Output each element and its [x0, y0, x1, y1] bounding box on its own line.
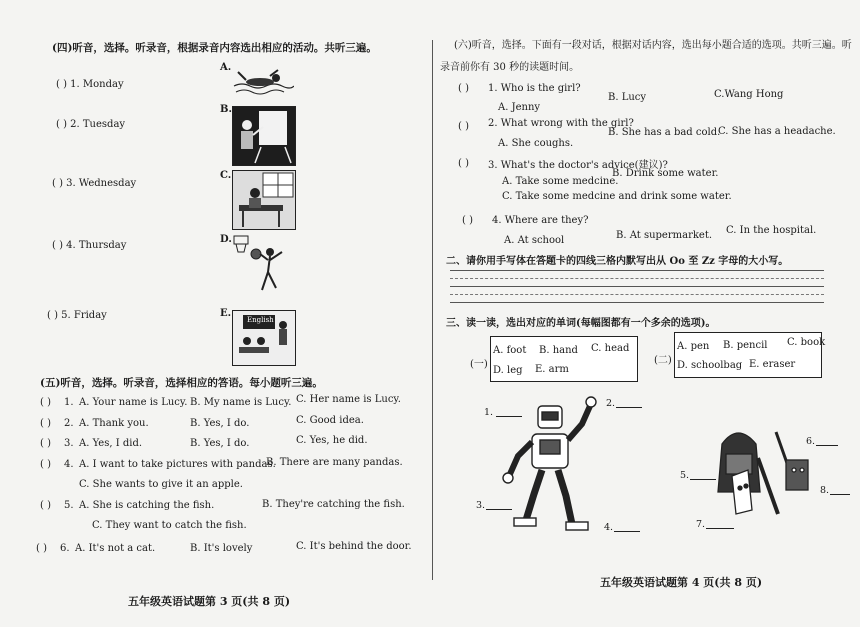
robot-number-3: 3.: [476, 500, 486, 511]
word-option: A. pen: [677, 341, 710, 352]
answer-blank[interactable]: [614, 531, 640, 532]
answer-paren[interactable]: ( ): [458, 83, 469, 94]
robot-number-4: 4.: [604, 522, 614, 533]
question-4: 4. Where are they?: [492, 215, 589, 226]
answer-paren[interactable]: ( ): [47, 310, 58, 321]
answer-blank[interactable]: [496, 416, 522, 417]
basketball-picture: [232, 234, 294, 294]
s4-item-5: [47, 310, 107, 321]
answer-paren[interactable]: ( ): [462, 215, 473, 226]
day-label: 3. Wednesday: [66, 178, 137, 189]
q4-option-b: B. At supermarket.: [616, 230, 713, 241]
answer-paren[interactable]: ( ): [458, 121, 469, 132]
word-option: D. schoolbag: [677, 360, 743, 371]
pic-e-label: E.: [220, 308, 232, 319]
box1-label: (一): [470, 359, 488, 370]
word-option: C. head: [591, 343, 630, 354]
item-number: 4.: [64, 459, 74, 470]
word-option: B. pencil: [723, 340, 768, 351]
question-1: 1. Who is the girl?: [488, 83, 581, 94]
word-box-1: [490, 336, 638, 382]
answer-paren[interactable]: ( ): [40, 397, 51, 408]
answer-paren[interactable]: ( ): [36, 543, 47, 554]
q2-option-c: C. She has a headache.: [718, 126, 836, 137]
section6-title-line2: 录音前你有 30 秒的读题时间。: [440, 62, 580, 73]
option-c: C. It's behind the door.: [296, 541, 412, 552]
q1-option-c: C.Wang Hong: [714, 89, 784, 100]
writing-line: [450, 302, 824, 303]
q2-option-b: B. She has a bad cold.: [608, 127, 721, 138]
part2-title: 二、请你用手写体在答题卡的四线三格内默写出从 Oo 至 Zz 字母的大小写。: [446, 256, 789, 267]
item-number: 2.: [64, 418, 74, 429]
robot-illustration: [496, 390, 606, 540]
s4-item-2: [56, 119, 125, 130]
section5-title: (五)听音，选择。听录音，选择相应的答语。每小题听三遍。: [40, 377, 323, 389]
q1-option-b: B. Lucy: [608, 92, 647, 103]
writing-line: [450, 294, 824, 295]
q4-option-c: C. In the hospital.: [726, 225, 817, 236]
word-option: E. eraser: [749, 359, 796, 370]
page-footer: 五年级英语试题第 3 页(共 8 页): [128, 595, 291, 608]
s4-item-1: [56, 79, 124, 90]
day-label: 4. Thursday: [66, 240, 127, 251]
page-divider: [432, 40, 433, 580]
option-c: C. She wants to give it an apple.: [79, 479, 243, 490]
q2-option-a: A. She coughs.: [498, 138, 574, 149]
option-c: C. Yes, he did.: [296, 435, 368, 446]
word-option: B. hand: [539, 345, 578, 356]
option-a: A. It's not a cat.: [75, 543, 156, 554]
answer-paren[interactable]: ( ): [52, 240, 63, 251]
writing-line: [450, 278, 824, 279]
question-3: 3. What's the doctor's advice(建议)?: [488, 160, 668, 171]
item-number: 5.: [64, 500, 74, 511]
section6-title: [454, 36, 852, 51]
school-supplies-illustration: [702, 418, 814, 528]
answer-paren[interactable]: ( ): [52, 178, 63, 189]
day-label: 1. Monday: [70, 79, 124, 90]
option-c: C. Good idea.: [296, 415, 364, 426]
box2-label: (二): [654, 355, 672, 366]
option-a: A. I want to take pictures with pandas.: [79, 459, 276, 470]
item-number: 6.: [60, 543, 70, 554]
q4-option-a: A. At school: [504, 235, 565, 246]
school-number-8: 8.: [820, 485, 830, 496]
answer-paren[interactable]: ( ): [40, 438, 51, 449]
school-number-7: 7.: [696, 519, 706, 530]
blackboard-text: English: [247, 316, 274, 324]
answer-blank[interactable]: [816, 445, 838, 446]
option-b: B. They're catching the fish.: [262, 499, 405, 510]
answer-blank[interactable]: [830, 494, 850, 495]
q3-option-a: A. Take some medcine.: [502, 176, 619, 187]
option-a: A. Thank you.: [79, 418, 149, 429]
answer-paren[interactable]: ( ): [56, 79, 67, 90]
word-option: C. book: [787, 337, 826, 348]
school-number-5: 5.: [680, 470, 690, 481]
pic-b-label: B.: [220, 104, 232, 115]
robot-number-2: 2.: [606, 398, 616, 409]
option-b: B. It's lovely: [190, 543, 253, 554]
section4-title: (四)听音，选择。听录音，根据录音内容选出相应的活动。共听三遍。: [52, 42, 377, 54]
answer-blank[interactable]: [706, 528, 734, 529]
answer-blank[interactable]: [616, 407, 642, 408]
item-number: 3.: [64, 438, 74, 449]
part3-title: 三、读一读，选出对应的单词(每幅图都有一个多余的选项)。: [446, 318, 716, 329]
option-b: B. My name is Lucy.: [190, 397, 292, 408]
day-label: 5. Friday: [61, 310, 107, 321]
writing-line: [450, 270, 824, 271]
swimming-picture: [232, 66, 294, 100]
option-c: C. They want to catch the fish.: [92, 520, 247, 531]
option-a: A. She is catching the fish.: [79, 500, 215, 511]
painting-picture: [232, 106, 296, 166]
robot-number-1: 1.: [484, 407, 494, 418]
english-class-picture: [232, 310, 296, 366]
answer-paren[interactable]: ( ): [40, 459, 51, 470]
answer-paren[interactable]: ( ): [458, 158, 469, 169]
studying-picture: [232, 170, 296, 230]
pic-d-label: D.: [220, 234, 232, 245]
right-page: [436, 0, 860, 627]
page-footer: 五年级英语试题第 4 页(共 8 页): [600, 576, 763, 589]
option-b: B. Yes, I do.: [190, 438, 250, 449]
option-b: B. There are many pandas.: [266, 457, 403, 468]
school-number-6: 6.: [806, 436, 816, 447]
option-a: A. Yes, I did.: [79, 438, 143, 449]
answer-blank[interactable]: [690, 479, 716, 480]
answer-paren[interactable]: ( ): [40, 500, 51, 511]
q3-option-c: C. Take some medcine and drink some water.: [502, 191, 732, 202]
answer-paren[interactable]: ( ): [40, 418, 51, 429]
q1-option-a: A. Jenny: [498, 102, 541, 113]
word-option: E. arm: [535, 364, 569, 375]
word-box-2: [674, 332, 826, 378]
pic-a-label: A.: [220, 62, 232, 73]
day-label: 2. Tuesday: [70, 119, 126, 130]
option-b: B. Yes, I do.: [190, 418, 250, 429]
s4-item-3: [52, 178, 136, 189]
item-number: 1.: [64, 397, 74, 408]
s4-item-4: [52, 240, 126, 251]
answer-blank[interactable]: [486, 509, 512, 510]
writing-line: [450, 286, 824, 287]
answer-paren[interactable]: ( ): [56, 119, 67, 130]
word-option: D. leg: [493, 365, 523, 376]
option-a: A. Your name is Lucy.: [79, 397, 188, 408]
question-2: 2. What wrong with the girl?: [488, 118, 634, 129]
word-option: A. foot: [493, 345, 527, 356]
option-c: C. Her name is Lucy.: [296, 394, 401, 405]
pic-c-label: C.: [220, 170, 232, 181]
section6-title-line1: (六)听音，选择。下面有一段对话，根据对话内容，选出每小题合适的选项。共听三遍。听: [454, 40, 852, 51]
q3-option-b: B. Drink some water.: [612, 168, 719, 179]
